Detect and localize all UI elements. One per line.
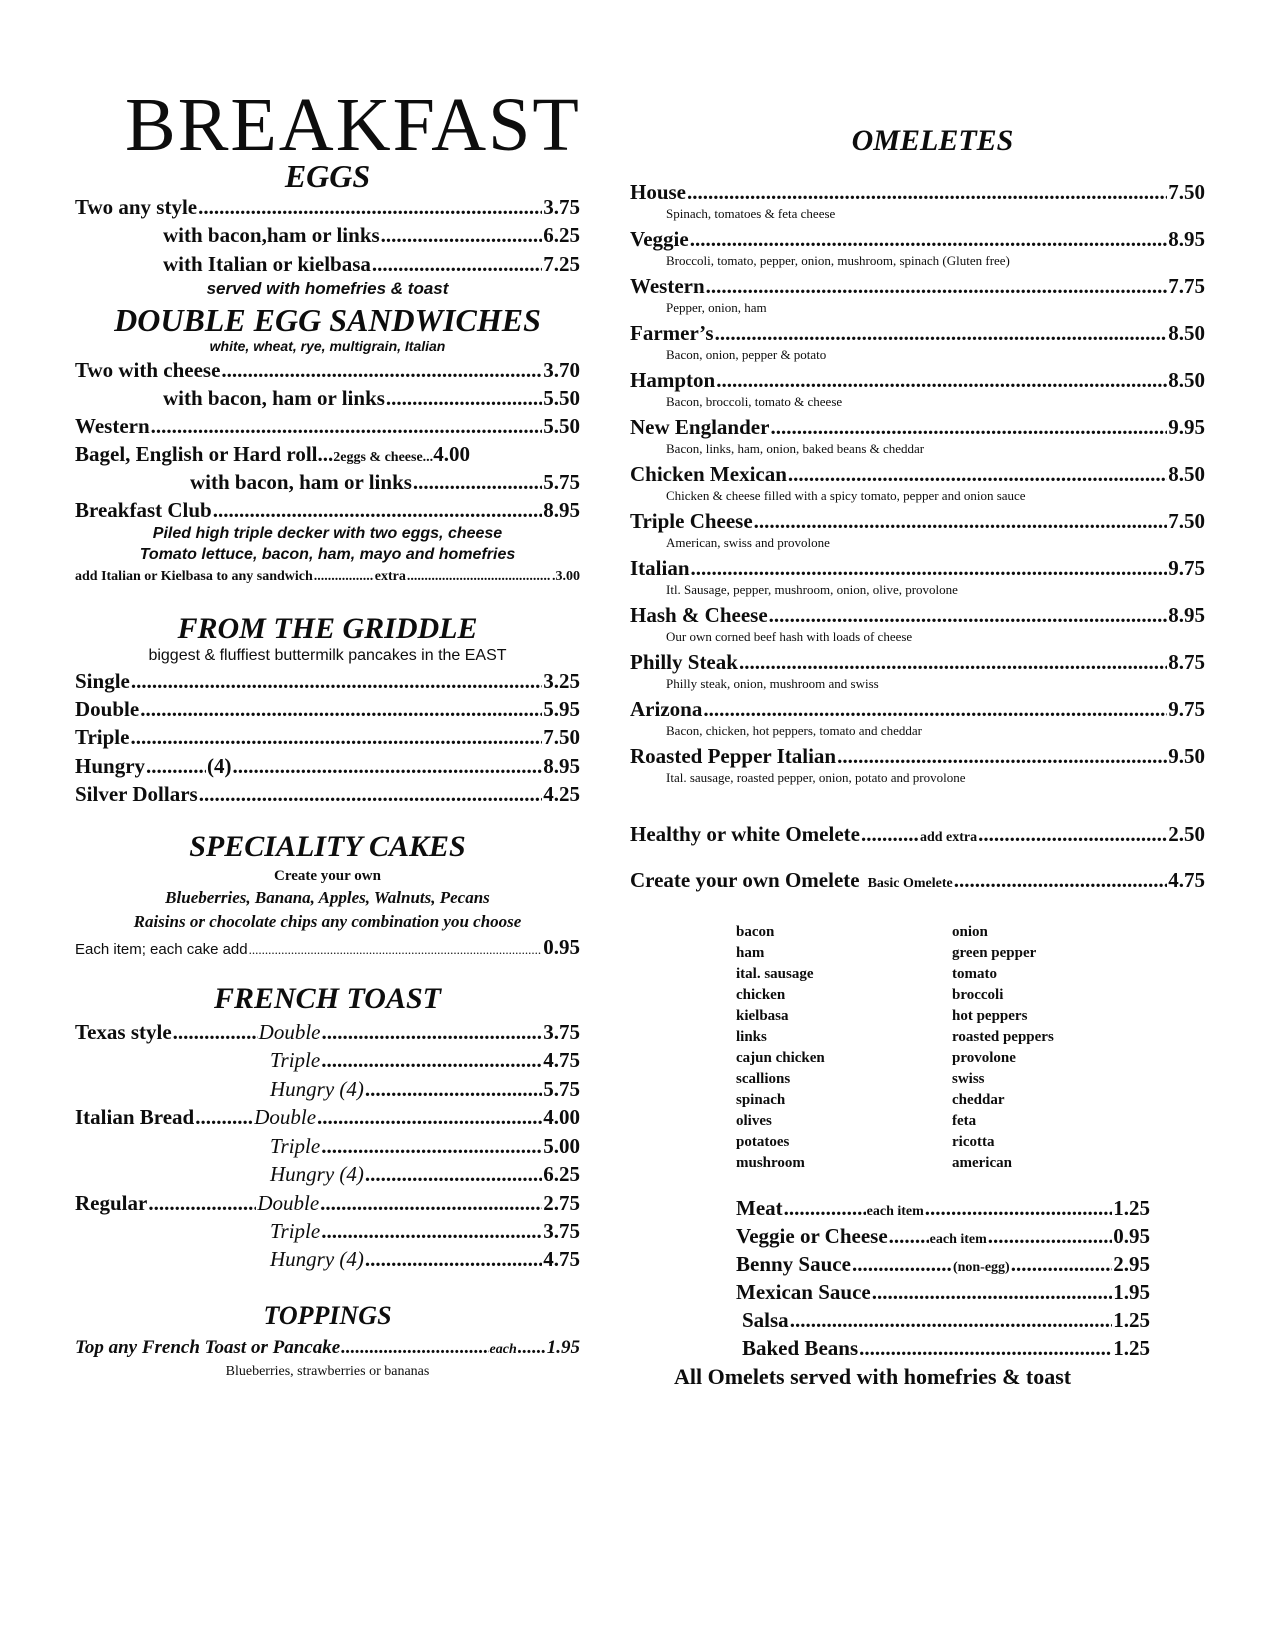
omelete-name: New Englander (630, 415, 770, 439)
extra-item: Meat ..... each item ..... 1.25 (736, 1196, 1150, 1221)
omelete-description: Bacon, broccoli, tomato & cheese (666, 394, 843, 409)
eggs-note: served with homefries & toast (206, 279, 449, 298)
ingredient-item: ricotta (952, 1134, 995, 1150)
cakes-options: Blueberries, Banana, Apples, Walnuts, Pecans (165, 888, 490, 907)
omelete-item (630, 650, 1205, 675)
ingredient-item: american (952, 1155, 1012, 1171)
menu-item: Hungry (4) ..... 5.75 (270, 1077, 580, 1102)
menu-item: Hungry (4) ..... 4.75 (270, 1247, 580, 1272)
omelete-price: 7.75 (1168, 274, 1205, 298)
omelete-name: Arizona (630, 697, 703, 721)
omelete-item (630, 321, 1205, 346)
menu-item: with bacon, ham or links ..... 5.50 (163, 386, 580, 411)
omelete-description: Bacon, links, ham, onion, baked beans & cheddar (666, 441, 925, 456)
ingredient-item: swiss (952, 1071, 985, 1087)
ingredient-item: bacon (736, 924, 775, 940)
menu-item: Hungry (4) ..... 6.25 (270, 1162, 580, 1187)
ingredient-item: olives (736, 1113, 772, 1129)
menu-item: Hungry ..... (4) ..... 8.95 (75, 754, 580, 779)
omeletes-heading: OMELETES (851, 124, 1014, 157)
ingredient-item: mushroom (736, 1155, 805, 1171)
omelete-description: Bacon, chicken, hot peppers, tomato and cheddar (666, 723, 922, 738)
omelete-item (630, 274, 1205, 299)
extra-item: Salsa ..... 1.25 (742, 1308, 1150, 1333)
ingredient-item: spinach (736, 1092, 786, 1108)
menu-title: BREAKFAST (125, 83, 581, 167)
omelete-name: Chicken Mexican (630, 462, 787, 486)
ingredient-item: broccoli (952, 987, 1004, 1003)
ingredient-item: roasted peppers (952, 1029, 1054, 1045)
eggs-heading: EGGS (284, 158, 371, 194)
menu-item: Triple ..... 4.75 (270, 1048, 580, 1073)
cakes-heading: SPECIALITY CAKES (189, 830, 466, 863)
omelete-name: Philly Steak (630, 650, 738, 674)
omelete-price: 9.75 (1168, 697, 1205, 721)
omelete-price: 8.75 (1168, 650, 1205, 674)
healthy-omelete: Healthy or white Omelete ..... add extra ..... 2.50 (630, 822, 1205, 847)
omelete-description: Spinach, tomatoes & feta cheese (666, 206, 836, 221)
menu-item: Breakfast Club ..... 8.95 (75, 498, 580, 523)
ingredient-item: onion (952, 924, 988, 940)
ingredient-item: links (736, 1029, 767, 1045)
menu-item: Texas style ..... Double ..... 3.75 (75, 1020, 580, 1045)
omelete-item (630, 509, 1205, 534)
toppings-note: Blueberries, strawberries or bananas (225, 1364, 430, 1379)
ingredient-item: chicken (736, 987, 786, 1003)
omelete-description: Pepper, onion, ham (666, 300, 767, 315)
menu-item: Two with cheese ..... 3.70 (75, 358, 580, 383)
menu-item: with Italian or kielbasa ..... 7.25 (163, 252, 580, 277)
omelete-price: 8.50 (1168, 321, 1205, 345)
omelete-name: Italian (630, 556, 690, 580)
ingredient-item: cheddar (952, 1092, 1005, 1108)
omelete-item (630, 697, 1205, 722)
omelete-description: Ital. sausage, roasted pepper, onion, potato and provolone (666, 770, 966, 785)
ingredient-item: hot peppers (952, 1008, 1028, 1024)
omelete-description: Our own corned beef hash with loads of cheese (666, 629, 913, 644)
extra-item: Baked Beans ..... 1.25 (742, 1336, 1150, 1361)
omelete-name: Western (630, 274, 705, 298)
sandwiches-heading: DOUBLE EGG SANDWICHES (114, 302, 541, 338)
menu-item: Western ..... 5.50 (75, 414, 580, 439)
omelete-description: Philly steak, onion, mushroom and swiss (666, 676, 879, 691)
omelete-item (630, 462, 1205, 487)
ingredient-column (736, 922, 825, 1174)
omelete-item (630, 368, 1205, 393)
menu-item: Triple ..... 5.00 (270, 1134, 580, 1159)
omelete-name: Hampton (630, 368, 716, 392)
menu-item: Triple ..... 3.75 (270, 1219, 580, 1244)
extra-item: Benny Sauce ..... (non-egg) ..... 2.95 (736, 1252, 1150, 1277)
griddle-note: biggest & fluffiest buttermilk pancakes in the EAST (148, 647, 507, 664)
french-toast-heading: FRENCH TOAST (213, 982, 441, 1015)
ingredient-item: green pepper (952, 945, 1037, 961)
omelete-name: Farmer’s (630, 321, 714, 345)
omelete-item (630, 744, 1205, 769)
toppings-item: Top any French Toast or Pancake ..... each ..... 1.95 (75, 1337, 580, 1359)
omelete-item (630, 180, 1205, 205)
omelete-item (630, 603, 1205, 628)
menu-item: Bagel, English or Hard roll... 2eggs & cheese... 4.00 (75, 442, 470, 466)
ingredient-item: ham (736, 945, 765, 961)
omelete-name: Veggie (630, 227, 689, 251)
omelete-item (630, 415, 1205, 440)
menu-item: Double ..... 5.95 (75, 697, 580, 722)
omelete-name: Roasted Pepper Italian (630, 744, 837, 768)
omelete-description: American, swiss and provolone (666, 535, 830, 550)
omelete-description: Chicken & cheese filled with a spicy tomato, pepper and onion sauce (666, 488, 1026, 503)
cake-addon: Each item; each cake add ..... 0.95 (75, 935, 580, 960)
omelete-description: Bacon, onion, pepper & potato (666, 347, 827, 362)
omelete-price: 7.50 (1168, 180, 1205, 204)
sandwich-addon: add Italian or Kielbasa to any sandwich ..... extra ..... .3.00 (75, 569, 580, 585)
omelete-price: 9.50 (1168, 744, 1205, 768)
omelete-price: 7.50 (1168, 509, 1205, 533)
omelete-price: 8.95 (1168, 603, 1205, 627)
create-omelete: Create your own Omelete Basic Omelete ..... 4.75 (630, 868, 1205, 893)
menu-item: Triple ..... 7.50 (75, 725, 580, 750)
menu-item: Regular ..... Double ..... 2.75 (75, 1191, 580, 1216)
menu-item: with bacon, ham or links ..... 5.75 (190, 470, 580, 495)
omelete-name: Triple Cheese (630, 509, 753, 533)
omelete-price: 8.50 (1168, 462, 1205, 486)
cakes-create: Create your own (274, 868, 381, 884)
ingredient-item: ital. sausage (736, 966, 814, 982)
ingredient-item: potatoes (736, 1134, 790, 1150)
toppings-heading: TOPPINGS (263, 1301, 392, 1330)
extra-item: Veggie or Cheese ..... each item ..... 0.95 (736, 1224, 1150, 1249)
omelete-price: 9.95 (1168, 415, 1205, 439)
ingredient-item: cajun chicken (736, 1050, 825, 1066)
ingredient-item: feta (952, 1113, 977, 1129)
ingredient-item: scallions (736, 1071, 791, 1087)
omelete-price: 8.95 (1168, 227, 1205, 251)
omelete-footer: All Omelets served with homefries & toast (674, 1364, 1072, 1389)
ingredient-column (952, 922, 1054, 1174)
ingredient-item: provolone (952, 1050, 1016, 1066)
omelete-name: House (630, 180, 687, 204)
menu-item: with bacon,ham or links ..... 6.25 (163, 223, 580, 248)
ingredient-item: tomato (952, 966, 997, 982)
omelete-description: Broccoli, tomato, pepper, onion, mushroom, spinach (Gluten free) (666, 253, 1010, 268)
omelete-item (630, 556, 1205, 581)
menu-item: Silver Dollars ..... 4.25 (75, 782, 580, 807)
menu-item: Single ..... 3.25 (75, 669, 580, 694)
omelete-item (630, 227, 1205, 252)
omelete-price: 9.75 (1168, 556, 1205, 580)
club-description: Piled high triple decker with two eggs, cheese (152, 525, 503, 542)
griddle-heading: FROM THE GRIDDLE (177, 612, 478, 645)
cakes-options: Raisins or chocolate chips any combination you choose (133, 912, 522, 931)
menu-item: Two any style ..... 3.75 (75, 195, 580, 220)
bread-options: white, wheat, rye, multigrain, Italian (209, 338, 446, 354)
omelete-price: 8.50 (1168, 368, 1205, 392)
menu-item: Italian Bread ..... Double ..... 4.00 (75, 1105, 580, 1130)
omelete-name: Hash & Cheese (630, 603, 768, 627)
ingredient-item: kielbasa (736, 1008, 789, 1024)
omelete-description: Itl. Sausage, pepper, mushroom, onion, olive, provolone (666, 582, 958, 597)
club-description: Tomato lettuce, bacon, ham, mayo and homefries (139, 546, 516, 563)
extra-item: Mexican Sauce ..... 1.95 (736, 1280, 1150, 1305)
